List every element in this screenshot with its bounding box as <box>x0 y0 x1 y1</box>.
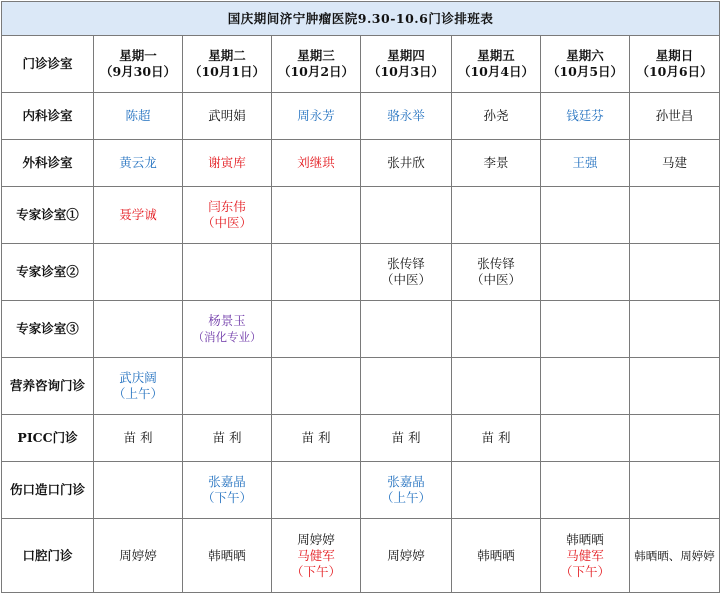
schedule-cell <box>452 140 541 187</box>
doctor-entry: 李景 <box>483 155 509 170</box>
schedule-cell <box>94 301 183 358</box>
schedule-row <box>2 187 720 244</box>
doctor-entry: 张嘉晶 <box>387 474 425 489</box>
doctor-entry: （中医） <box>380 272 431 287</box>
schedule-cell <box>272 415 361 462</box>
schedule-cell <box>541 519 630 593</box>
schedule-row <box>2 519 720 593</box>
schedule-cell <box>183 415 272 462</box>
day-header <box>361 36 452 93</box>
doctor-entry: 张传铎 <box>477 256 515 271</box>
schedule-cell <box>541 187 630 244</box>
schedule-cell <box>452 93 541 140</box>
doctor-entry: （中医） <box>201 215 252 230</box>
schedule-cell <box>541 462 630 519</box>
doctor-entry: （下午） <box>559 563 610 579</box>
schedule-cell <box>630 358 720 415</box>
doctor-entry: 周婷婷 <box>297 531 335 547</box>
schedule-cell <box>361 519 452 593</box>
schedule-row <box>2 462 720 519</box>
doctor-entry: 韩晒晒 <box>566 531 604 547</box>
schedule-cell <box>272 187 361 244</box>
doctor-entry: 谢寅库 <box>208 155 246 170</box>
doctor-entry: 苗 利 <box>391 430 421 445</box>
date-label: （9月30日） <box>99 64 177 79</box>
room-label: 口腔门诊 <box>2 519 94 593</box>
doctor-entry: 武明娟 <box>208 108 246 123</box>
doctor-entry: 聂学诚 <box>119 207 157 222</box>
schedule-cell <box>94 358 183 415</box>
doctor-entry: 张传铎 <box>387 256 425 271</box>
schedule-cell <box>272 93 361 140</box>
weekday-label: 星期日 <box>655 48 694 63</box>
schedule-cell <box>541 415 630 462</box>
schedule-cell <box>361 187 452 244</box>
schedule-cell <box>272 140 361 187</box>
day-header <box>630 36 720 93</box>
day-header <box>94 36 183 93</box>
schedule-cell <box>183 301 272 358</box>
doctor-entry: 王强 <box>572 155 598 170</box>
date-label: （10月5日） <box>546 64 624 79</box>
schedule-cell <box>452 244 541 301</box>
weekday-label: 星期三 <box>297 48 335 63</box>
room-label: 伤口造口门诊 <box>2 462 94 519</box>
doctor-entry: 周婷婷 <box>387 547 425 563</box>
schedule-cell <box>361 301 452 358</box>
date-label: （10月3日） <box>367 64 445 79</box>
schedule-cell <box>94 187 183 244</box>
schedule-cell <box>541 93 630 140</box>
doctor-entry: 韩晒晒 <box>477 547 515 563</box>
room-label: 专家诊室① <box>2 187 94 244</box>
doctor-entry: 闫东伟 <box>208 199 246 214</box>
header-row <box>2 36 720 93</box>
schedule-cell <box>361 358 452 415</box>
schedule-row <box>2 415 720 462</box>
doctor-entry: 韩晒晒 <box>208 547 246 563</box>
day-header <box>183 36 272 93</box>
schedule-cell <box>630 187 720 244</box>
schedule-cell <box>94 462 183 519</box>
header-corner: 门诊诊室 <box>2 36 94 93</box>
schedule-cell <box>272 358 361 415</box>
schedule-cell <box>630 244 720 301</box>
day-header <box>452 36 541 93</box>
schedule-cell <box>452 519 541 593</box>
schedule-cell <box>630 301 720 358</box>
doctor-entry: 苗 利 <box>481 430 511 445</box>
schedule-cell <box>452 462 541 519</box>
schedule-cell <box>361 244 452 301</box>
weekday-label: 星期一 <box>119 48 157 63</box>
schedule-cell <box>630 519 720 593</box>
doctor-entry: （消化专业） <box>192 330 262 344</box>
schedule-row <box>2 93 720 140</box>
schedule-cell <box>183 93 272 140</box>
schedule-cell <box>541 140 630 187</box>
doctor-entry: （中医） <box>470 272 521 287</box>
schedule-cell <box>183 140 272 187</box>
schedule-row <box>2 301 720 358</box>
page-title: 国庆期间济宁肿瘤医院9.30-10.6门诊排班表 <box>2 2 720 36</box>
date-label: （10月4日） <box>457 64 535 79</box>
schedule-cell <box>272 244 361 301</box>
schedule-cell <box>183 462 272 519</box>
room-label: 专家诊室② <box>2 244 94 301</box>
schedule-cell <box>630 415 720 462</box>
doctor-entry: 周婷婷 <box>119 547 157 563</box>
doctor-entry: 刘继珙 <box>297 155 335 170</box>
schedule-table <box>1 1 720 593</box>
doctor-entry: 孙尧 <box>483 108 509 123</box>
schedule-cell <box>452 358 541 415</box>
doctor-entry: 张嘉晶 <box>208 474 246 489</box>
room-label: 营养咨询门诊 <box>2 358 94 415</box>
date-label: （10月2日） <box>277 64 355 79</box>
weekday-label: 星期六 <box>566 48 604 63</box>
schedule-sheet <box>1 1 719 579</box>
schedule-row <box>2 140 720 187</box>
room-label: 专家诊室③ <box>2 301 94 358</box>
schedule-cell <box>541 301 630 358</box>
doctor-entry: 马健军 <box>566 547 604 563</box>
room-label: PICC门诊 <box>2 415 94 462</box>
schedule-cell <box>452 415 541 462</box>
schedule-cell <box>94 93 183 140</box>
doctor-entry: 马健军 <box>297 547 335 563</box>
doctor-entry: 陈超 <box>125 108 151 123</box>
day-header <box>272 36 361 93</box>
schedule-cell <box>94 140 183 187</box>
doctor-entry: 周永芳 <box>297 108 335 123</box>
schedule-cell <box>630 462 720 519</box>
doctor-entry: 钱廷芬 <box>566 108 604 123</box>
doctor-entry: 杨景玉 <box>208 313 246 328</box>
room-label: 内科诊室 <box>2 93 94 140</box>
doctor-entry: （下午） <box>290 563 341 579</box>
doctor-entry: 苗 利 <box>301 430 331 445</box>
doctor-entry: 苗 利 <box>212 430 242 445</box>
schedule-cell <box>272 301 361 358</box>
schedule-cell <box>361 93 452 140</box>
doctor-entry: （上午） <box>112 386 163 401</box>
date-label: （10月1日） <box>188 64 266 79</box>
doctor-entry: 韩晒晒、周婷婷 <box>634 548 715 563</box>
schedule-cell <box>630 140 720 187</box>
schedule-cell <box>452 301 541 358</box>
date-label: （10月6日） <box>636 64 713 79</box>
schedule-cell <box>183 358 272 415</box>
schedule-cell <box>361 415 452 462</box>
schedule-cell <box>630 93 720 140</box>
schedule-cell <box>361 140 452 187</box>
weekday-label: 星期四 <box>387 48 425 63</box>
doctor-entry: 孙世昌 <box>655 108 694 123</box>
schedule-cell <box>183 244 272 301</box>
doctor-entry: 张井欣 <box>387 155 425 170</box>
doctor-entry: 马建 <box>662 155 688 170</box>
schedule-cell <box>94 415 183 462</box>
schedule-row <box>2 244 720 301</box>
doctor-entry: 黄云龙 <box>119 155 157 170</box>
schedule-cell <box>183 187 272 244</box>
doctor-entry: 武庆阔 <box>119 370 157 385</box>
weekday-label: 星期五 <box>477 48 515 63</box>
schedule-cell <box>183 519 272 593</box>
doctor-entry: 苗 利 <box>123 430 153 445</box>
doctor-entry: （下午） <box>201 490 252 505</box>
schedule-cell <box>541 358 630 415</box>
schedule-cell <box>94 244 183 301</box>
day-header <box>541 36 630 93</box>
room-label: 外科诊室 <box>2 140 94 187</box>
weekday-label: 星期二 <box>208 48 246 63</box>
schedule-row <box>2 358 720 415</box>
schedule-cell <box>361 462 452 519</box>
schedule-cell <box>272 519 361 593</box>
doctor-entry: 骆永举 <box>387 108 425 123</box>
schedule-cell <box>452 187 541 244</box>
schedule-cell <box>272 462 361 519</box>
schedule-cell <box>94 519 183 593</box>
schedule-cell <box>541 244 630 301</box>
doctor-entry: （上午） <box>380 490 431 505</box>
